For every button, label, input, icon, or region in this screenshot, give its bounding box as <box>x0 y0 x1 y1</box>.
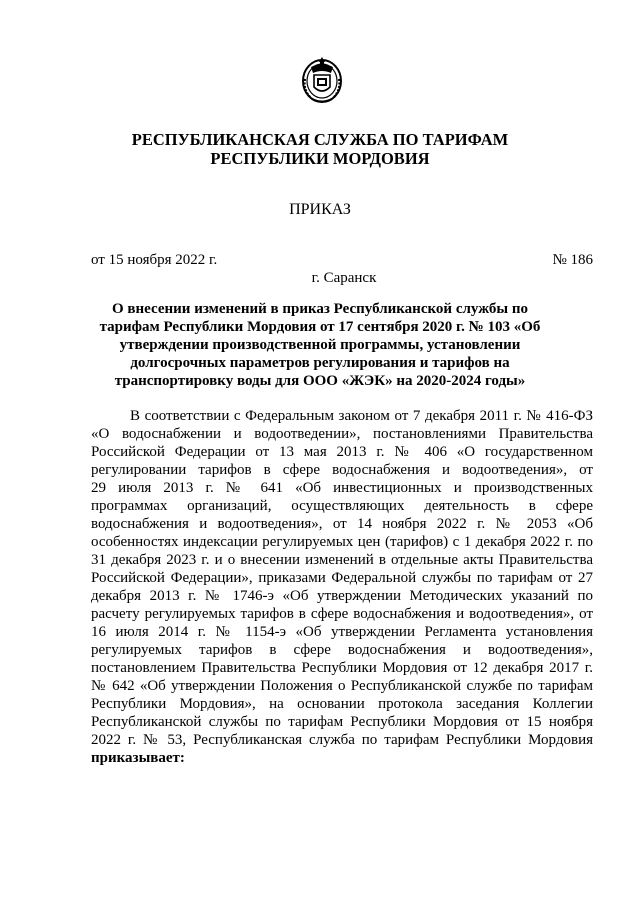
document-city: г. Саранск <box>311 270 377 286</box>
body-line: декабря 2013 г. № 1746-э «Об утверждении Методических указаний по <box>91 588 593 604</box>
title-line: О внесении изменений в приказ Республиканской службы по <box>112 301 528 317</box>
body-line: программах организаций, осуществляющих деятельность в сфере <box>91 498 593 514</box>
body-line: регулировании тарифов в сфере водоснабжения и водоотведения», от <box>91 462 593 478</box>
document-number: № 186 <box>552 252 593 268</box>
body-line: Республики Мордовия», на основании протокола заседания Коллегии <box>91 696 593 712</box>
org-name-line-2: РЕСПУБЛИКИ МОРДОВИЯ <box>210 149 430 168</box>
body-line: 2022 г. № 53, Республиканская служба по тарифам Республики Мордовия <box>91 732 593 748</box>
title-line: утверждении производственной программы, установлении <box>119 337 521 353</box>
body-line: В соответствии с Федеральным законом от 7 декабря 2011 г. № 416-ФЗ <box>130 408 593 424</box>
body-line: Российской Федерации от 13 мая 2013 г. № 406 «О государственном <box>91 444 593 460</box>
body-line: «О водоснабжении и водоотведении», постановлениями Правительства <box>91 426 593 442</box>
coat-of-arms-icon <box>300 55 344 105</box>
body-line-conclusion: приказывает: <box>91 750 185 766</box>
title-line: долгосрочных параметров регулирования и тарифов на <box>130 355 510 371</box>
body-line: постановлением Правительства Республики Мордовия от 12 декабря 2017 г. <box>91 660 593 676</box>
body-line: особенностях индексации регулируемых цен (тарифов) с 1 декабря 2022 г. по <box>91 534 593 550</box>
body-line: расчету регулируемых тарифов в сфере водоснабжения и водоотведения», от <box>91 606 593 622</box>
body-line: Российской Федерации», приказами Федеральной службы по тарифам от 27 <box>91 570 593 586</box>
title-line: транспортировку воды для ООО «ЖЭК» на 2020-2024 годы» <box>114 373 526 389</box>
document-type: ПРИКАЗ <box>289 201 351 218</box>
org-name-line-1: РЕСПУБЛИКАНСКАЯ СЛУЖБА ПО ТАРИФАМ <box>131 130 509 149</box>
body-line: 31 декабря 2023 г. и о внесении изменений в отдельные акты Правительства <box>91 552 593 568</box>
body-line: 29 июля 2013 г. № 641 «Об инвестиционных и производственных <box>91 480 593 496</box>
body-line: водоснабжения и водоотведения», от 14 ноября 2022 г. № 2053 «Об <box>91 516 593 532</box>
title-line: тарифам Республики Мордовия от 17 сентября 2020 г. № 103 «Об <box>99 319 541 335</box>
body-line: № 642 «Об утверждении Положения о Республиканской службе по тарифам <box>91 678 593 694</box>
body-line: 16 июля 2014 г. № 1154-э «Об утверждении Регламента установления <box>91 624 593 640</box>
body-line: Республиканской службы по тарифам Республики Мордовия от 15 ноября <box>91 714 593 730</box>
body-line: регулируемых тарифов в сфере водоснабжения и водоотведения», <box>91 642 593 658</box>
document-date: от 15 ноября 2022 г. <box>91 252 218 268</box>
